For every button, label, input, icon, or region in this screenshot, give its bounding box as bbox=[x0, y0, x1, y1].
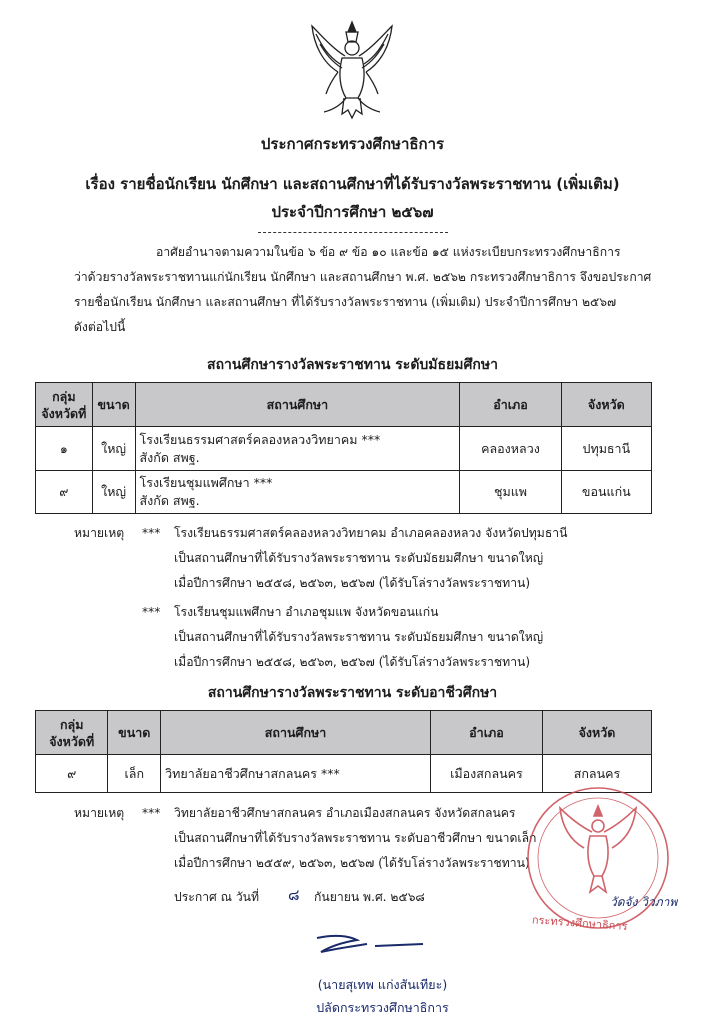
document-title: ประกาศกระทรวงศึกษาธิการ bbox=[260, 135, 445, 153]
col-province: จังหวัด bbox=[542, 711, 651, 755]
note-label: หมายเหตุ bbox=[74, 806, 125, 820]
cell-district: เมืองสกลนคร bbox=[430, 755, 542, 793]
cell-group: ๙ bbox=[36, 755, 108, 793]
note-line: เป็นสถานศึกษาที่ได้รับรางวัลพระราชทาน ระดับอาชีวศึกษา ขนาดเล็ก bbox=[174, 831, 537, 845]
note-mark: *** bbox=[142, 806, 161, 820]
table-row bbox=[36, 427, 652, 471]
cell-province: สกลนคร bbox=[542, 755, 651, 793]
signatory-name: (นายสุเทพ แก่งสันเทียะ) bbox=[317, 977, 448, 992]
cell-size: เล็ก bbox=[108, 755, 161, 793]
note-mark: *** bbox=[142, 605, 161, 619]
title-divider bbox=[258, 232, 448, 233]
cell-school: โรงเรียนธรรมศาสตร์คลองหลวงวิทยาคม *** สังกัด สพฐ. bbox=[135, 427, 460, 471]
cell-district: คลองหลวง bbox=[460, 427, 561, 471]
signature-scribble bbox=[305, 928, 435, 960]
stamp-text: กระทรวงศึกษาธิการ bbox=[531, 913, 628, 934]
secondary-heading: สถานศึกษารางวัลพระราชทาน ระดับมัธยมศึกษา bbox=[207, 357, 498, 373]
col-school: สถานศึกษา bbox=[161, 711, 431, 755]
note-line: เมื่อปีการศึกษา ๒๕๕๙, ๒๕๖๓, ๒๕๖๗ (ได้รับโล่รางวัลพระราชทาน) bbox=[174, 856, 530, 870]
note-line: โรงเรียนชุมแพศึกษา อำเภอชุมแพ จังหวัดขอนแก่น bbox=[174, 605, 439, 619]
announce-label: ประกาศ ณ วันที่ bbox=[174, 890, 260, 904]
announce-month-year: กันยายน พ.ศ. ๒๕๖๘ bbox=[314, 890, 425, 904]
cell-province: ปทุมธานี bbox=[561, 427, 651, 471]
vocational-heading: สถานศึกษารางวัลพระราชทาน ระดับอาชีวศึกษา bbox=[207, 685, 498, 701]
col-district: อำเภอ bbox=[460, 383, 561, 427]
announce-day: ๘ bbox=[288, 886, 300, 904]
cell-size: ใหญ่ bbox=[92, 471, 135, 514]
cell-size: ใหญ่ bbox=[92, 427, 135, 471]
cell-district: ชุมแพ bbox=[460, 471, 561, 514]
ministry-seal-stamp bbox=[512, 782, 684, 934]
col-group: กลุ่ม จังหวัดที่ bbox=[36, 383, 93, 427]
col-province: จังหวัด bbox=[561, 383, 651, 427]
note-line: โรงเรียนธรรมศาสตร์คลองหลวงวิทยาคม อำเภอคลองหลวง จังหวัดปทุมธานี bbox=[174, 526, 568, 540]
note-mark: *** bbox=[142, 526, 161, 540]
note-line: เมื่อปีการศึกษา ๒๕๕๘, ๒๕๖๓, ๒๕๖๗ (ได้รับโล่รางวัลพระราชทาน) bbox=[174, 655, 531, 669]
cell-province: ขอนแก่น bbox=[561, 471, 651, 514]
stamp-handwritten: วัดจัง วิวภาพ bbox=[610, 895, 678, 909]
intro-line-4: ดังต่อไปนี้ bbox=[74, 320, 126, 334]
note-label: หมายเหตุ bbox=[74, 526, 125, 540]
cell-group: ๑ bbox=[36, 427, 93, 471]
col-group: กลุ่ม จังหวัดที่ bbox=[36, 711, 108, 755]
cell-school: วิทยาลัยอาชีวศึกษาสกลนคร *** bbox=[161, 755, 431, 793]
intro-line-2: ว่าด้วยรางวัลพระราชทานแก่นักเรียน นักศึกษา และสถานศึกษา พ.ศ. ๒๕๖๒ กระทรวงศึกษาธิการ จึงขอประกาศ bbox=[74, 270, 652, 284]
vocational-table bbox=[35, 710, 652, 793]
secondary-table bbox=[35, 382, 652, 514]
note-line: เป็นสถานศึกษาที่ได้รับรางวัลพระราชทาน ระดับมัธยมศึกษา ขนาดใหญ่ bbox=[174, 630, 544, 644]
document-subject: เรื่อง รายชื่อนักเรียน นักศึกษา และสถานศึกษาที่ได้รับรางวัลพระราชทาน (เพิ่มเติม) bbox=[85, 175, 620, 193]
col-district: อำเภอ bbox=[430, 711, 542, 755]
signatory-position: ปลัดกระทรวงศึกษาธิการ bbox=[316, 1000, 449, 1015]
cell-group: ๙ bbox=[36, 471, 93, 514]
cell-school: โรงเรียนชุมแพศึกษา *** สังกัด สพฐ. bbox=[135, 471, 460, 514]
note-line: เป็นสถานศึกษาที่ได้รับรางวัลพระราชทาน ระดับมัธยมศึกษา ขนาดใหญ่ bbox=[174, 551, 544, 565]
note-line: เมื่อปีการศึกษา ๒๕๕๘, ๒๕๖๓, ๒๕๖๗ (ได้รับโล่รางวัลพระราชทาน) bbox=[174, 576, 531, 590]
intro-line-1: อาศัยอำนาจตามความในข้อ ๖ ข้อ ๙ ข้อ ๑๐ และข้อ ๑๕ แห่งระเบียบกระทรวงศึกษาธิการ bbox=[156, 245, 621, 259]
col-size: ขนาด bbox=[92, 383, 135, 427]
col-school: สถานศึกษา bbox=[135, 383, 460, 427]
table-row bbox=[36, 471, 652, 514]
col-size: ขนาด bbox=[108, 711, 161, 755]
intro-line-3: รายชื่อนักเรียน นักศึกษา และสถานศึกษา ที่ได้รับรางวัลพระราชทาน (เพิ่มเติม) ประจำปีการศึกษา ๒๕๖๗ bbox=[74, 295, 617, 309]
academic-year: ประจำปีการศึกษา ๒๕๖๗ bbox=[271, 203, 434, 221]
garuda-emblem-icon bbox=[302, 18, 402, 124]
note-line: วิทยาลัยอาชีวศึกษาสกลนคร อำเภอเมืองสกลนคร จังหวัดสกลนคร bbox=[174, 806, 516, 820]
